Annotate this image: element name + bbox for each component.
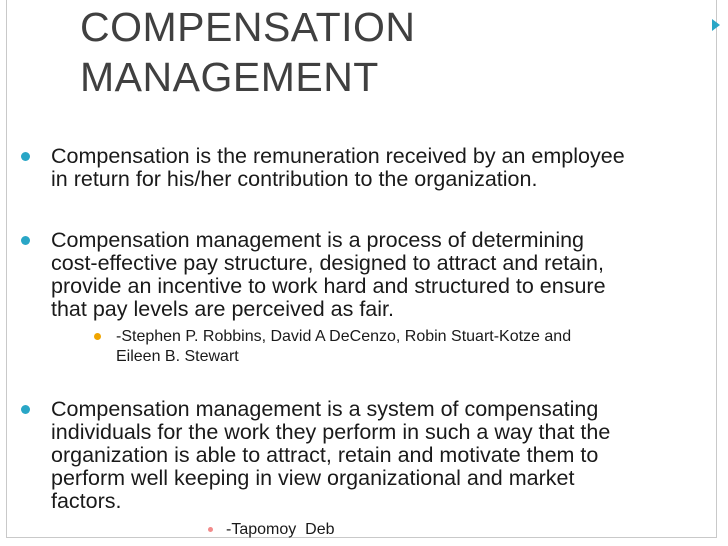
citation-2-text: -Tapomoy Deb (226, 521, 335, 538)
sub-bullet-dot-icon (208, 527, 213, 532)
bullet-dot-icon (21, 152, 30, 161)
bullet-3-text: Compensation management is a system of compensating individuals for the work they perform in such a way that the organization is able to attract, retain and motivate them to perform well keeping in view organizational and market factors. (51, 397, 611, 513)
bullet-2-text: Compensation management is a process of determining cost-effective pay structure, designed to attract and retain, provide an incentive to work hard and structured to ensure that pay levels are perceived as fair. (51, 228, 606, 321)
citation-1-text: -Stephen P. Robbins, David A DeCenzo, Robin Stuart-Kotze and Eileen B. Stewart (116, 328, 572, 365)
sub-bullet-dot-icon (94, 333, 101, 340)
title-line-2: MANAGEMENT (80, 54, 379, 100)
bullet-1-text: Compensation is the remuneration received by an employee in return for his/her contribution to the organization. (51, 144, 625, 191)
title-line-1: COMPENSATION (80, 4, 416, 50)
bullet-dot-icon (21, 405, 30, 414)
bullet-dot-icon (21, 236, 30, 245)
slide-title (80, 2, 680, 102)
arrow-icon (712, 19, 720, 31)
